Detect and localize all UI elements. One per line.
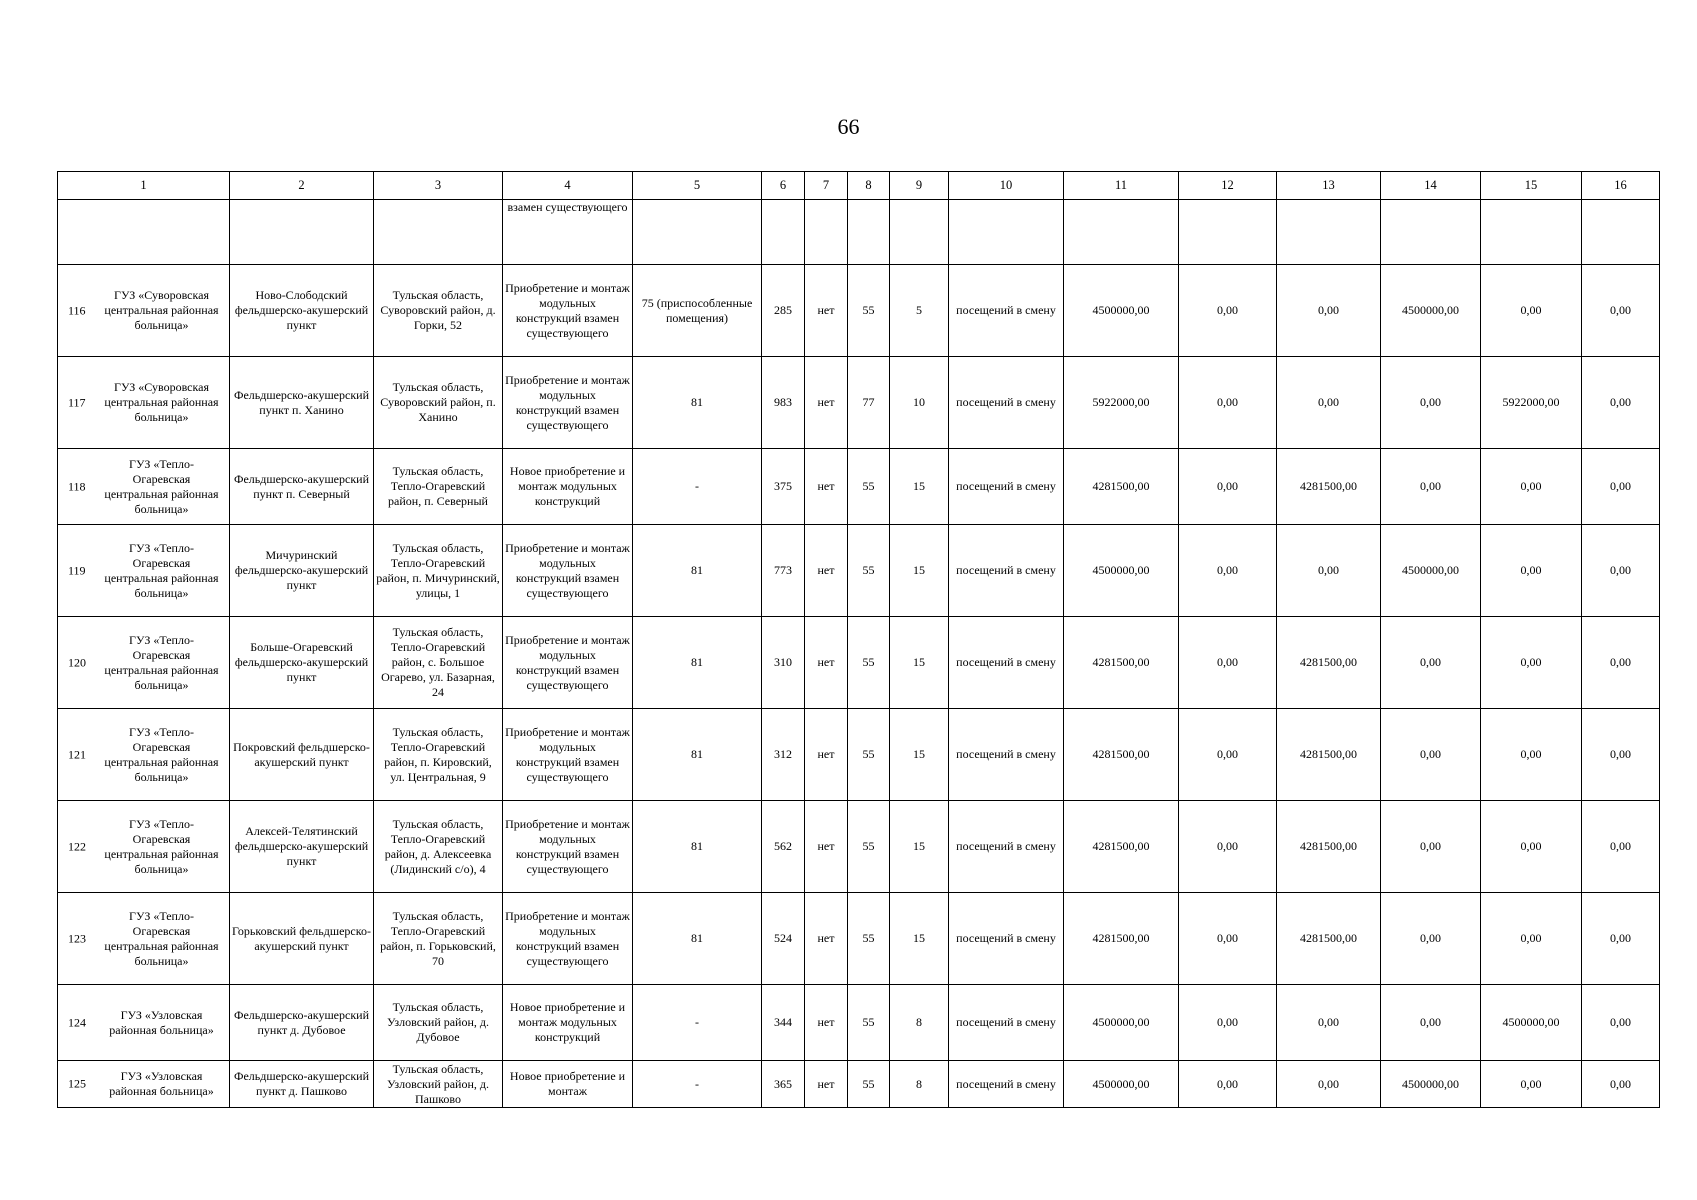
col13-cell: 4281500,00 bbox=[1277, 617, 1381, 709]
col13-cell: 4281500,00 bbox=[1277, 801, 1381, 893]
unit-cell: посещений в смену bbox=[949, 893, 1064, 985]
address-cell: Тульская область, Тепло-Огаревский район, п. Горьковский, 70 bbox=[374, 893, 503, 985]
column-header: 1 bbox=[58, 172, 230, 200]
col8-cell: 55 bbox=[848, 801, 890, 893]
capacity-cell: 15 bbox=[890, 801, 949, 893]
col15-cell: 0,00 bbox=[1481, 893, 1582, 985]
total-cost-cell: 4281500,00 bbox=[1064, 709, 1179, 801]
area-cell: 81 bbox=[633, 709, 762, 801]
col7-cell: нет bbox=[805, 985, 848, 1061]
area-cell: 81 bbox=[633, 525, 762, 617]
column-header: 3 bbox=[374, 172, 503, 200]
capacity-cell: 10 bbox=[890, 357, 949, 449]
col16-cell: 0,00 bbox=[1582, 709, 1660, 801]
table-row bbox=[58, 525, 1660, 617]
col12-cell: 0,00 bbox=[1179, 985, 1277, 1061]
organization-text: ГУЗ «Тепло-Огаревская центральная районная больница» bbox=[104, 816, 219, 876]
col16-cell: 0,00 bbox=[1582, 449, 1660, 525]
column-header: 6 bbox=[762, 172, 805, 200]
column-header: 14 bbox=[1381, 172, 1481, 200]
col15-cell: 5922000,00 bbox=[1481, 357, 1582, 449]
population-cell: 375 bbox=[762, 449, 805, 525]
unit-cell: посещений в смену bbox=[949, 709, 1064, 801]
facility-name-cell: Фельдшерско-акушерский пункт д. Пашково bbox=[230, 1061, 374, 1108]
column-header: 12 bbox=[1179, 172, 1277, 200]
row-number: 124 bbox=[68, 1015, 86, 1029]
area-cell: - bbox=[633, 1061, 762, 1108]
col8-cell: 55 bbox=[848, 265, 890, 357]
col16-cell: 0,00 bbox=[1582, 893, 1660, 985]
capacity-cell: 15 bbox=[890, 449, 949, 525]
col7-cell: нет bbox=[805, 1061, 848, 1108]
col8-cell: 55 bbox=[848, 1061, 890, 1108]
population-cell: 312 bbox=[762, 709, 805, 801]
unit-cell: посещений в смену bbox=[949, 985, 1064, 1061]
facility-name-cell: Ново-Слободский фельдшерско-акушерский пункт bbox=[230, 265, 374, 357]
unit-cell: посещений в смену bbox=[949, 265, 1064, 357]
organization-text: ГУЗ «Тепло-Огаревская центральная районная больница» bbox=[104, 724, 219, 784]
row-number: 120 bbox=[68, 655, 86, 669]
col13-cell: 4281500,00 bbox=[1277, 893, 1381, 985]
col15-cell: 0,00 bbox=[1481, 709, 1582, 801]
facility-name-cell: Фельдшерско-акушерский пункт д. Дубовое bbox=[230, 985, 374, 1061]
area-cell: 81 bbox=[633, 893, 762, 985]
column-header: 10 bbox=[949, 172, 1064, 200]
continuation-text: взамен существующего bbox=[503, 200, 633, 265]
organization-text: ГУЗ «Тепло-Огаревская центральная районная больница» bbox=[104, 632, 219, 692]
col7-cell: нет bbox=[805, 449, 848, 525]
col13-cell: 0,00 bbox=[1277, 525, 1381, 617]
area-cell: 75 (приспособленные помещения) bbox=[633, 265, 762, 357]
area-cell: 81 bbox=[633, 801, 762, 893]
column-header: 11 bbox=[1064, 172, 1179, 200]
col14-cell: 0,00 bbox=[1381, 449, 1481, 525]
address-cell: Тульская область, Тепло-Огаревский район, п. Мичуринский, улицы, 1 bbox=[374, 525, 503, 617]
organization-cell bbox=[58, 449, 230, 525]
row-number: 122 bbox=[68, 839, 86, 853]
address-cell: Тульская область, Суворовский район, д. Горки, 52 bbox=[374, 265, 503, 357]
column-header: 5 bbox=[633, 172, 762, 200]
col13-cell: 0,00 bbox=[1277, 1061, 1381, 1108]
address-cell: Тульская область, Тепло-Огаревский район, д. Алексеевка (Лидинский с/о), 4 bbox=[374, 801, 503, 893]
col7-cell: нет bbox=[805, 893, 848, 985]
table-row bbox=[58, 449, 1660, 525]
work-type-cell: Приобретение и монтаж модульных конструкций взамен существующего bbox=[503, 265, 633, 357]
col16-cell: 0,00 bbox=[1582, 265, 1660, 357]
organization-cell bbox=[58, 985, 230, 1061]
work-type-cell: Приобретение и монтаж модульных конструкций взамен существующего bbox=[503, 617, 633, 709]
total-cost-cell: 4500000,00 bbox=[1064, 1061, 1179, 1108]
table-row bbox=[58, 1061, 1660, 1108]
organization-text: ГУЗ «Узловская районная больница» bbox=[109, 1007, 214, 1037]
total-cost-cell: 4281500,00 bbox=[1064, 617, 1179, 709]
total-cost-cell: 4281500,00 bbox=[1064, 449, 1179, 525]
total-cost-cell: 4500000,00 bbox=[1064, 525, 1179, 617]
unit-cell: посещений в смену bbox=[949, 801, 1064, 893]
col8-cell: 55 bbox=[848, 985, 890, 1061]
population-cell: 983 bbox=[762, 357, 805, 449]
col8-cell: 55 bbox=[848, 449, 890, 525]
col15-cell: 0,00 bbox=[1481, 525, 1582, 617]
table-row bbox=[58, 709, 1660, 801]
facility-name-cell: Покровский фельдшерско-акушерский пункт bbox=[230, 709, 374, 801]
organization-cell bbox=[58, 1061, 230, 1108]
col8-cell: 55 bbox=[848, 525, 890, 617]
col13-cell: 4281500,00 bbox=[1277, 449, 1381, 525]
organization-cell bbox=[58, 357, 230, 449]
unit-cell: посещений в смену bbox=[949, 617, 1064, 709]
column-header: 13 bbox=[1277, 172, 1381, 200]
area-cell: - bbox=[633, 985, 762, 1061]
capacity-cell: 15 bbox=[890, 617, 949, 709]
address-cell: Тульская область, Суворовский район, п. Ханино bbox=[374, 357, 503, 449]
col12-cell: 0,00 bbox=[1179, 357, 1277, 449]
col15-cell: 4500000,00 bbox=[1481, 985, 1582, 1061]
col12-cell: 0,00 bbox=[1179, 801, 1277, 893]
organization-text: ГУЗ «Суворовская центральная районная больница» bbox=[104, 380, 219, 424]
table-row bbox=[58, 357, 1660, 449]
work-type-cell: Приобретение и монтаж модульных конструкций взамен существующего bbox=[503, 801, 633, 893]
col12-cell: 0,00 bbox=[1179, 449, 1277, 525]
column-header: 8 bbox=[848, 172, 890, 200]
col14-cell: 0,00 bbox=[1381, 357, 1481, 449]
header-row bbox=[58, 172, 1660, 200]
col12-cell: 0,00 bbox=[1179, 709, 1277, 801]
col13-cell: 4281500,00 bbox=[1277, 709, 1381, 801]
row-number: 117 bbox=[68, 395, 86, 409]
facility-name-cell: Фельдшерско-акушерский пункт п. Ханино bbox=[230, 357, 374, 449]
facility-name-cell: Горьковский фельдшерско-акушерский пункт bbox=[230, 893, 374, 985]
facility-name-cell: Больше-Огаревский фельдшерско-акушерский пункт bbox=[230, 617, 374, 709]
col7-cell: нет bbox=[805, 709, 848, 801]
address-cell: Тульская область, Тепло-Огаревский район, п. Кировский, ул. Центральная, 9 bbox=[374, 709, 503, 801]
col12-cell: 0,00 bbox=[1179, 893, 1277, 985]
address-cell: Тульская область, Узловский район, д. Пашково bbox=[374, 1061, 503, 1108]
column-header: 9 bbox=[890, 172, 949, 200]
area-cell: 81 bbox=[633, 357, 762, 449]
population-cell: 524 bbox=[762, 893, 805, 985]
column-header: 7 bbox=[805, 172, 848, 200]
column-header: 16 bbox=[1582, 172, 1660, 200]
row-number: 121 bbox=[68, 747, 86, 761]
col13-cell: 0,00 bbox=[1277, 985, 1381, 1061]
col12-cell: 0,00 bbox=[1179, 525, 1277, 617]
population-cell: 310 bbox=[762, 617, 805, 709]
unit-cell: посещений в смену bbox=[949, 449, 1064, 525]
total-cost-cell: 5922000,00 bbox=[1064, 357, 1179, 449]
col7-cell: нет bbox=[805, 357, 848, 449]
organization-cell bbox=[58, 617, 230, 709]
col13-cell: 0,00 bbox=[1277, 265, 1381, 357]
col12-cell: 0,00 bbox=[1179, 1061, 1277, 1108]
organization-text: ГУЗ «Тепло-Огаревская центральная районная больница» bbox=[104, 908, 219, 968]
organization-text: ГУЗ «Узловская районная больница» bbox=[109, 1069, 214, 1098]
col16-cell: 0,00 bbox=[1582, 985, 1660, 1061]
row-number: 125 bbox=[68, 1076, 86, 1091]
page-number: 66 bbox=[837, 114, 860, 139]
col15-cell: 0,00 bbox=[1481, 449, 1582, 525]
organization-text: ГУЗ «Тепло-Огаревская центральная районная больница» bbox=[104, 540, 219, 600]
population-cell: 562 bbox=[762, 801, 805, 893]
population-cell: 773 bbox=[762, 525, 805, 617]
row-number: 123 bbox=[68, 931, 86, 945]
table-row bbox=[58, 617, 1660, 709]
capacity-cell: 8 bbox=[890, 985, 949, 1061]
address-cell: Тульская область, Тепло-Огаревский район, п. Северный bbox=[374, 449, 503, 525]
organization-cell bbox=[58, 893, 230, 985]
col8-cell: 77 bbox=[848, 357, 890, 449]
col14-cell: 0,00 bbox=[1381, 893, 1481, 985]
col14-cell: 4500000,00 bbox=[1381, 525, 1481, 617]
column-header: 15 bbox=[1481, 172, 1582, 200]
col15-cell: 0,00 bbox=[1481, 801, 1582, 893]
work-type-cell: Новое приобретение и монтаж модульных конструкций bbox=[503, 449, 633, 525]
continuation-row bbox=[58, 200, 1660, 265]
work-type-cell: Приобретение и монтаж модульных конструкций взамен существующего bbox=[503, 525, 633, 617]
unit-cell: посещений в смену bbox=[949, 357, 1064, 449]
unit-cell: посещений в смену bbox=[949, 1061, 1064, 1108]
work-type-cell: Приобретение и монтаж модульных конструкций взамен существующего bbox=[503, 357, 633, 449]
work-type-cell: Новое приобретение и монтаж bbox=[503, 1061, 633, 1108]
col15-cell: 0,00 bbox=[1481, 1061, 1582, 1108]
row-number: 116 bbox=[68, 303, 86, 317]
table-row bbox=[58, 265, 1660, 357]
col7-cell: нет bbox=[805, 617, 848, 709]
col16-cell: 0,00 bbox=[1582, 617, 1660, 709]
organization-text: ГУЗ «Суворовская центральная районная больница» bbox=[104, 288, 219, 332]
table-row bbox=[58, 801, 1660, 893]
column-header: 4 bbox=[503, 172, 633, 200]
facility-name-cell: Мичуринский фельдшерско-акушерский пункт bbox=[230, 525, 374, 617]
total-cost-cell: 4500000,00 bbox=[1064, 985, 1179, 1061]
address-cell: Тульская область, Тепло-Огаревский район, с. Большое Огарево, ул. Базарная, 24 bbox=[374, 617, 503, 709]
col8-cell: 55 bbox=[848, 893, 890, 985]
facility-name-cell: Фельдшерско-акушерский пункт п. Северный bbox=[230, 449, 374, 525]
organization-cell bbox=[58, 709, 230, 801]
area-cell: - bbox=[633, 449, 762, 525]
col12-cell: 0,00 bbox=[1179, 617, 1277, 709]
col14-cell: 0,00 bbox=[1381, 709, 1481, 801]
col8-cell: 55 bbox=[848, 617, 890, 709]
col7-cell: нет bbox=[805, 525, 848, 617]
col8-cell: 55 bbox=[848, 709, 890, 801]
col13-cell: 0,00 bbox=[1277, 357, 1381, 449]
population-cell: 365 bbox=[762, 1061, 805, 1108]
col14-cell: 0,00 bbox=[1381, 985, 1481, 1061]
column-header: 2 bbox=[230, 172, 374, 200]
col7-cell: нет bbox=[805, 801, 848, 893]
col14-cell: 0,00 bbox=[1381, 801, 1481, 893]
area-cell: 81 bbox=[633, 617, 762, 709]
total-cost-cell: 4500000,00 bbox=[1064, 265, 1179, 357]
capacity-cell: 5 bbox=[890, 265, 949, 357]
col16-cell: 0,00 bbox=[1582, 1061, 1660, 1108]
table-row bbox=[58, 893, 1660, 985]
organization-cell bbox=[58, 525, 230, 617]
total-cost-cell: 4281500,00 bbox=[1064, 801, 1179, 893]
population-cell: 344 bbox=[762, 985, 805, 1061]
col15-cell: 0,00 bbox=[1481, 265, 1582, 357]
work-type-cell: Приобретение и монтаж модульных конструкций взамен существующего bbox=[503, 893, 633, 985]
unit-cell: посещений в смену bbox=[949, 525, 1064, 617]
col15-cell: 0,00 bbox=[1481, 617, 1582, 709]
col16-cell: 0,00 bbox=[1582, 525, 1660, 617]
col14-cell: 4500000,00 bbox=[1381, 265, 1481, 357]
col7-cell: нет bbox=[805, 265, 848, 357]
facility-name-cell: Алексей-Телятинский фельдшерско-акушерский пункт bbox=[230, 801, 374, 893]
organization-cell bbox=[58, 265, 230, 357]
row-number: 119 bbox=[68, 563, 86, 577]
address-cell: Тульская область, Узловский район, д. Дубовое bbox=[374, 985, 503, 1061]
capacity-cell: 15 bbox=[890, 709, 949, 801]
col14-cell: 4500000,00 bbox=[1381, 1061, 1481, 1108]
col14-cell: 0,00 bbox=[1381, 617, 1481, 709]
col12-cell: 0,00 bbox=[1179, 265, 1277, 357]
total-cost-cell: 4281500,00 bbox=[1064, 893, 1179, 985]
organization-text: ГУЗ «Тепло-Огаревская центральная районная больница» bbox=[104, 456, 219, 516]
data-table bbox=[57, 171, 1660, 1108]
row-number: 118 bbox=[68, 479, 86, 493]
col16-cell: 0,00 bbox=[1582, 357, 1660, 449]
capacity-cell: 15 bbox=[890, 893, 949, 985]
capacity-cell: 8 bbox=[890, 1061, 949, 1108]
table-row bbox=[58, 985, 1660, 1061]
col16-cell: 0,00 bbox=[1582, 801, 1660, 893]
population-cell: 285 bbox=[762, 265, 805, 357]
work-type-cell: Приобретение и монтаж модульных конструкций взамен существующего bbox=[503, 709, 633, 801]
work-type-cell: Новое приобретение и монтаж модульных конструкций bbox=[503, 985, 633, 1061]
capacity-cell: 15 bbox=[890, 525, 949, 617]
organization-cell bbox=[58, 801, 230, 893]
